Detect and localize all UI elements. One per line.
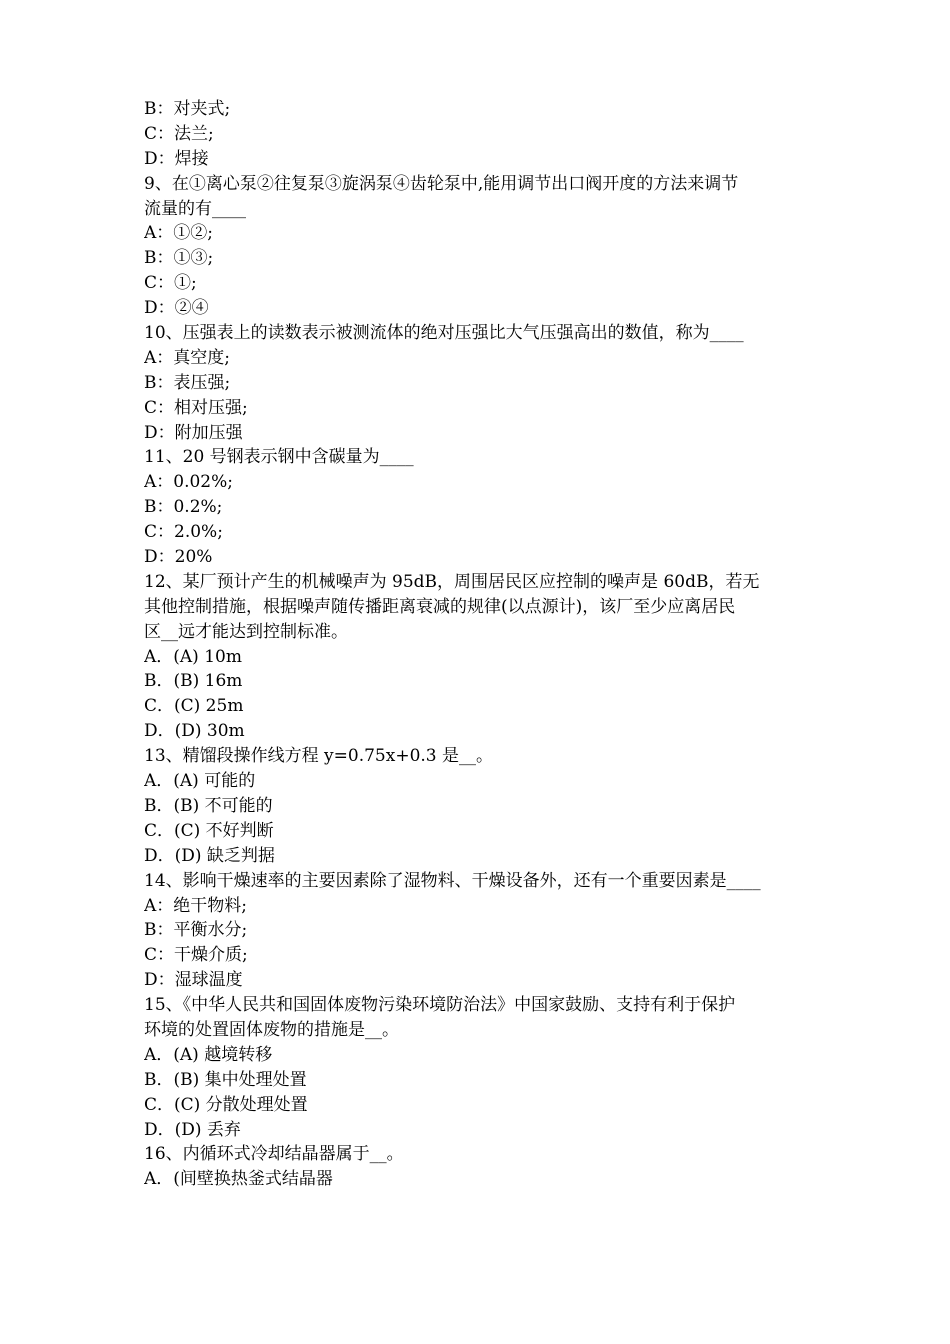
question-14: 14、影响干燥速率的主要因素除了湿物料、干燥设备外，还有一个重要因素是____ <box>144 870 761 891</box>
question-12-line-1: 12、某厂预计产生的机械噪声为 95dB，周围居民区应控制的噪声是 60dB，若无 <box>144 571 760 592</box>
option-a-q14: A：绝干物料; <box>144 895 248 916</box>
option-d-q8: D：焊接 <box>144 148 209 169</box>
option-c-q9: C：①; <box>144 273 197 294</box>
question-13: 13、精馏段操作线方程 y=0.75x+0.3 是__。 <box>144 746 494 767</box>
option-a-q12: A．(A) 10m <box>144 646 242 667</box>
question-9-line-2: 流量的有____ <box>144 198 246 219</box>
option-b-q10: B：表压强; <box>144 372 231 393</box>
question-11: 11、20 号钢表示钢中含碳量为____ <box>144 447 414 468</box>
option-c-q15: C．(C) 分散处理处置 <box>144 1094 308 1115</box>
option-a-q15: A．(A) 越境转移 <box>144 1044 273 1065</box>
option-b-q14: B：平衡水分; <box>144 920 248 941</box>
question-10: 10、压强表上的读数表示被测流体的绝对压强比大气压强高出的数值，称为____ <box>144 323 744 344</box>
option-d-q15: D．(D) 丢弃 <box>144 1119 241 1140</box>
option-b-q9: B：①③; <box>144 248 214 269</box>
document-page <box>144 97 812 1192</box>
question-15-line-1: 15、《中华人民共和国固体废物污染环境防治法》中国家鼓励、支持有利于保护 <box>144 995 736 1016</box>
option-a-q11: A：0.02%; <box>144 472 234 493</box>
question-9-line-1: 9、在①离心泵②往复泵③旋涡泵④齿轮泵中,能用调节出口阀开度的方法来调节 <box>144 173 739 194</box>
option-b-q13: B．(B) 不可能的 <box>144 795 273 816</box>
option-d-q10: D：附加压强 <box>144 422 243 443</box>
option-d-q12: D．(D) 30m <box>144 721 245 742</box>
question-12-line-3: 区__远才能达到控制标准。 <box>144 621 348 642</box>
question-15-line-2: 环境的处置固体废物的措施是__。 <box>144 1019 399 1040</box>
question-16: 16、内循环式冷却结晶器属于__。 <box>144 1144 404 1165</box>
option-d-q11: D：20% <box>144 547 213 568</box>
option-c-q10: C：相对压强; <box>144 397 248 418</box>
option-b-q8: B：对夹式; <box>144 99 231 119</box>
option-a-q16: A．(间壁换热釜式结晶器 <box>144 1169 333 1190</box>
option-c-q12: C．(C) 25m <box>144 696 244 717</box>
option-c-q8: C：法兰; <box>144 123 214 144</box>
option-a-q10: A：真空度; <box>144 347 231 368</box>
option-d-q9: D：②④ <box>144 298 209 319</box>
option-c-q11: C：2.0%; <box>144 522 223 543</box>
option-c-q14: C：干燥介质; <box>144 945 248 966</box>
option-a-q13: A．(A) 可能的 <box>144 771 256 792</box>
question-12-line-2: 其他控制措施，根据噪声随传播距离衰减的规律(以点源计)，该厂至少应离居民 <box>144 596 736 617</box>
option-d-q13: D．(D) 缺乏判据 <box>144 845 275 866</box>
option-d-q14: D：湿球温度 <box>144 970 243 991</box>
option-b-q12: B．(B) 16m <box>144 671 243 692</box>
option-a-q9: A：①②; <box>144 223 214 244</box>
option-c-q13: C．(C) 不好判断 <box>144 820 274 841</box>
option-b-q15: B．(B) 集中处理处置 <box>144 1069 307 1090</box>
option-b-q11: B：0.2%; <box>144 497 223 518</box>
